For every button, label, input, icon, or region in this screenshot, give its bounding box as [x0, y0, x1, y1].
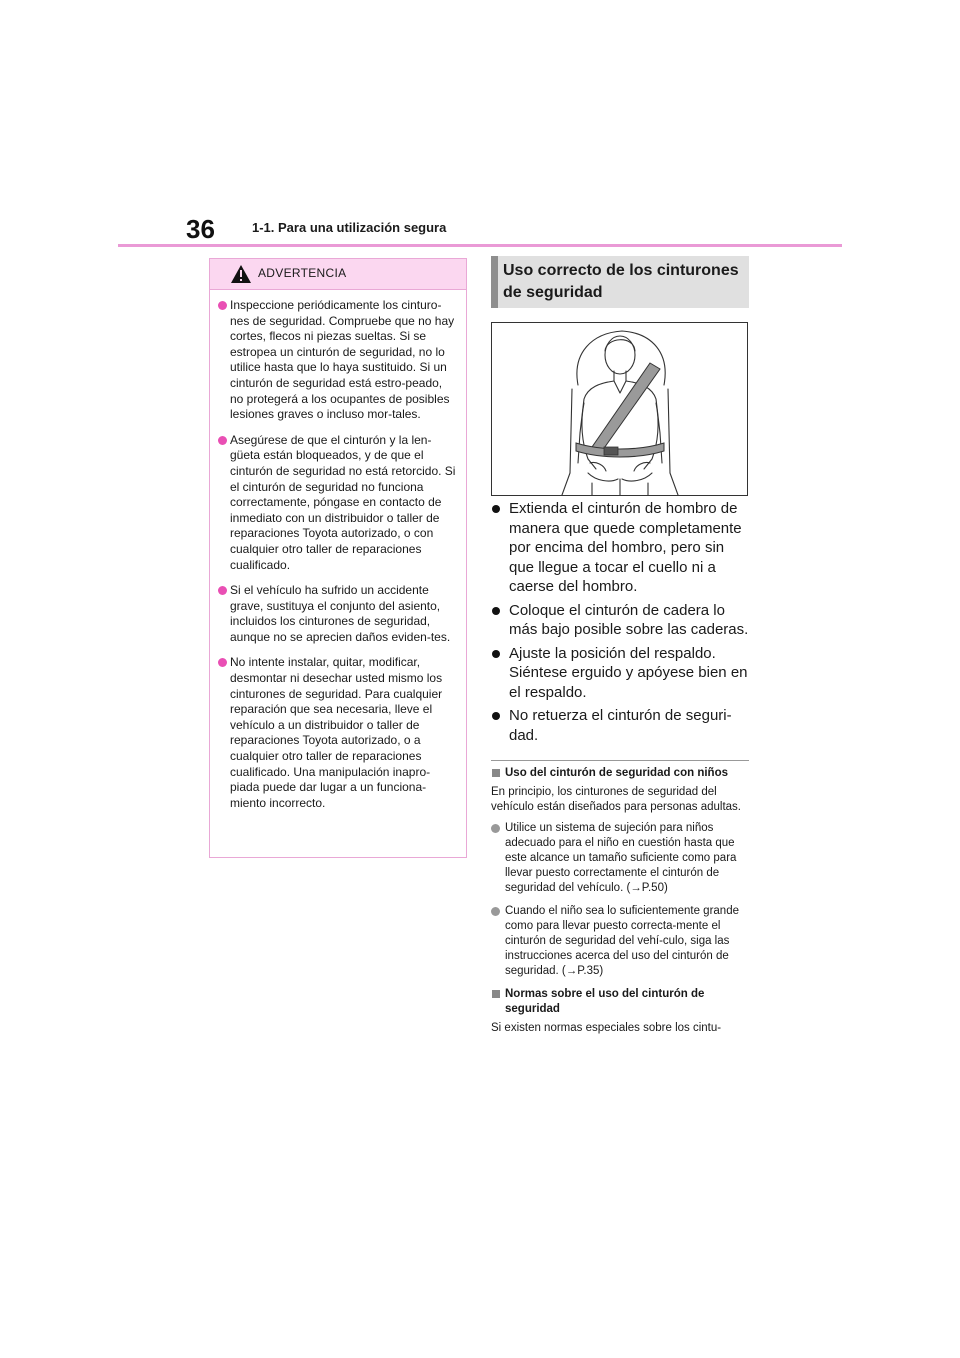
warning-title: ADVERTENCIA: [258, 266, 347, 280]
warning-item: [218, 583, 458, 645]
instruction-item: [491, 644, 751, 703]
bullet-icon: [492, 712, 500, 720]
divider: [491, 760, 749, 761]
children-intro: En principio, los cinturones de seguridad del vehículo están diseñados para personas adultas.: [491, 786, 741, 813]
section-heading-text: Uso correcto de los cinturones de seguridad: [503, 262, 739, 301]
bullet-icon: [218, 301, 227, 310]
warning-triangle-icon: [230, 264, 252, 284]
bullet-icon: [492, 650, 500, 658]
children-section: [491, 766, 753, 1042]
children-list: [491, 821, 753, 979]
warning-item: [218, 655, 458, 811]
bullet-icon: [491, 824, 500, 833]
bullet-icon: [492, 505, 500, 513]
bullet-icon: [218, 436, 227, 445]
warning-list: [210, 290, 466, 811]
instruction-text: Coloque el cinturón de cadera lo más bajo posible sobre las caderas.: [509, 601, 749, 638]
seated-person-seatbelt-illustration: [492, 323, 747, 495]
warning-text: Si el vehículo ha sufrido un accidente grave, sustituya el conjunto del asiento, incluidos los cinturones de seguridad, aunque no se aprecien daños eviden-tes.: [230, 583, 451, 644]
bullet-icon: [218, 658, 227, 667]
children-heading: [491, 766, 753, 781]
instruction-text: No retuerza el cinturón de seguri-dad.: [509, 707, 732, 744]
square-bullet-icon: [492, 990, 500, 998]
bullet-icon: [491, 907, 500, 916]
seatbelt-illustration: [491, 322, 748, 496]
section-title: 1-1. Para una utilización segura: [252, 220, 447, 235]
children-item: [491, 904, 753, 979]
warning-item: [218, 433, 458, 573]
instruction-list: [491, 499, 751, 749]
rules-intro: Si existen normas especiales sobre los cintu-: [491, 1022, 722, 1034]
warning-item: [218, 298, 458, 423]
square-bullet-icon: [492, 769, 500, 777]
rules-heading: [491, 987, 753, 1017]
instruction-item: [491, 706, 751, 745]
instruction-item: [491, 601, 751, 640]
warning-header: [210, 259, 466, 290]
children-heading-text: Uso del cinturón de seguridad con niños: [505, 767, 728, 779]
children-item-text: Utilice un sistema de sujeción para niños adecuado para el niño en cuestión hasta que este alcance un tamaño suficiente como para llevar puesto correctamente el cinturón de seguridad del vehículo. (→P.50): [505, 822, 737, 894]
children-item-text: Cuando el niño sea lo suficientemente grande como para llevar puesto correcta-mente el cinturón de seguridad del vehí-culo, siga las instrucciones acerca del uso del cinturón de seguridad. (→P.35): [505, 905, 739, 977]
header-rule: [118, 244, 842, 247]
bullet-icon: [218, 586, 227, 595]
instruction-text: Ajuste la posición del respaldo. Siéntese erguido y apóyese bien en el respaldo.: [509, 644, 748, 701]
warning-text: Inspeccione periódicamente los cinturo-nes de seguridad. Compruebe que no hay cortes, flecos ni piezas sueltas. Si se estropea un cinturón de seguridad, no lo utilice hasta que lo haya sustituido. Si un cinturón de seguridad está estro-peado, no protegerá a los ocupantes de posibles lesiones graves o incluso mor-tales.: [230, 298, 455, 422]
instruction-item: [491, 499, 751, 597]
warning-text: No intente instalar, quitar, modificar, desmontar ni desechar usted mismo los cinturones de seguridad. Para cualquier reparación que sea necesaria, lleve el vehículo a un distribuidor o taller de reparaciones Toyota autorizado, o a cualquier otro taller de reparaciones cualificado. Una manipulación inapro-piada puede dar lugar a un funciona-miento incorrecto.: [230, 655, 443, 810]
heading-accent-bar: [491, 256, 498, 308]
section-heading: [491, 256, 749, 308]
bullet-icon: [492, 607, 500, 615]
warning-box: [209, 258, 467, 858]
page-number: 36: [186, 214, 215, 244]
rules-heading-text: Normas sobre el uso del cinturón de seguridad: [505, 988, 705, 1015]
warning-text: Asegúrese de que el cinturón y la len-güeta están bloqueados, y de que el cinturón de seguridad no está retorcido. Si el cinturón de seguridad no funciona correctamente, póngase en contacto de inmediato con un distribuidor o taller de reparaciones Toyota autorizado, o con cualquier otro taller de reparaciones cualificado.: [230, 432, 456, 572]
instruction-text: Extienda el cinturón de hombro de manera que quede completamente por encima del hombro, pero sin que llegue a tocar el cuello ni a caerse del hombro.: [509, 500, 742, 595]
children-item: [491, 821, 753, 896]
